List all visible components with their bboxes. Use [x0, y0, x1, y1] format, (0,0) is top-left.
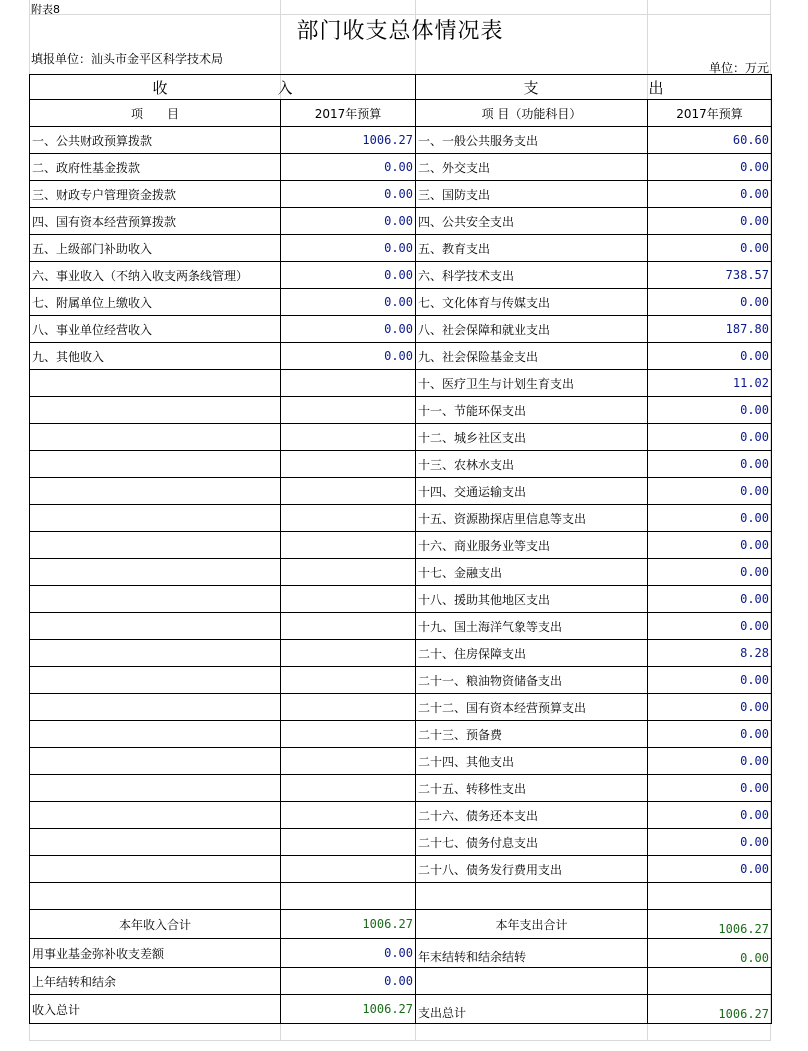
- expense-value-cell: 0.00: [648, 208, 772, 235]
- income-item-cell: [30, 505, 281, 532]
- income-item-cell: [30, 802, 281, 829]
- income-item-cell: [30, 856, 281, 883]
- income-section-header: 收 入: [30, 75, 416, 100]
- expense-item-cell: 六、科学技术支出: [416, 262, 648, 289]
- income-value-cell: [281, 694, 416, 721]
- table-row: [30, 397, 772, 424]
- table-row: [30, 532, 772, 559]
- income-value-cell: 0.00: [281, 343, 416, 370]
- table-row: [30, 829, 772, 856]
- income-value-cell: [281, 802, 416, 829]
- section-header-row: [30, 75, 772, 100]
- table-row: [30, 640, 772, 667]
- income-budget-header: 2017年预算: [281, 100, 416, 127]
- expense-value-cell: 0.00: [648, 397, 772, 424]
- expense-value-cell: 0.00: [648, 478, 772, 505]
- expense-item-cell: 二十三、预备费: [416, 721, 648, 748]
- table-row: [30, 154, 772, 181]
- expense-value-cell: 0.00: [648, 856, 772, 883]
- table-row: [30, 775, 772, 802]
- expense-value-cell: 0.00: [648, 775, 772, 802]
- empty-cell: [416, 968, 648, 995]
- income-item-cell: 九、其他收入: [30, 343, 281, 370]
- table-row: [30, 802, 772, 829]
- table-row: [30, 208, 772, 235]
- income-value-cell: 0.00: [281, 154, 416, 181]
- expense-item-cell: 二、外交支出: [416, 154, 648, 181]
- expense-item-cell: 十三、农林水支出: [416, 451, 648, 478]
- table-row: [30, 856, 772, 883]
- expense-item-cell: 二十七、债务付息支出: [416, 829, 648, 856]
- budget-table: [29, 74, 772, 1024]
- expense-item-cell: 五、教育支出: [416, 235, 648, 262]
- income-value-cell: [281, 370, 416, 397]
- income-value-cell: [281, 505, 416, 532]
- expense-item-cell: 二十八、债务发行费用支出: [416, 856, 648, 883]
- expense-item-cell: 二十四、其他支出: [416, 748, 648, 775]
- table-row: [30, 748, 772, 775]
- table-row: [30, 721, 772, 748]
- expense-item-cell: 十、医疗卫生与计划生育支出: [416, 370, 648, 397]
- expense-item-cell: 十七、金融支出: [416, 559, 648, 586]
- income-total-label: 本年收入合计: [30, 910, 281, 939]
- income-item-cell: [30, 694, 281, 721]
- fund-gap-label: 用事业基金弥补收支差额: [30, 939, 281, 968]
- income-grand-label: 收入总计: [30, 995, 281, 1024]
- empty-cell: [416, 883, 648, 910]
- expense-item-cell: 十四、交通运输支出: [416, 478, 648, 505]
- table-row: [30, 613, 772, 640]
- expense-item-cell: 三、国防支出: [416, 181, 648, 208]
- expense-grand-label: 支出总计: [416, 995, 648, 1024]
- currency-unit: 单位：万元: [708, 61, 769, 75]
- table-row: [30, 586, 772, 613]
- table-row: [30, 478, 772, 505]
- expense-budget-header: 2017年预算: [648, 100, 772, 127]
- income-value-cell: 1006.27: [281, 127, 416, 154]
- income-item-cell: [30, 424, 281, 451]
- appendix-note: 附表8: [31, 3, 60, 16]
- empty-cell: [648, 968, 772, 995]
- expense-value-cell: 0.00: [648, 667, 772, 694]
- carryover-label: 年末结转和结余结转: [416, 939, 648, 968]
- expense-value-cell: 0.00: [648, 532, 772, 559]
- expense-grand-value: 1006.27: [648, 995, 772, 1024]
- income-item-cell: [30, 775, 281, 802]
- expense-item-cell: 十一、节能环保支出: [416, 397, 648, 424]
- empty-cell: [281, 883, 416, 910]
- income-value-cell: [281, 721, 416, 748]
- expense-value-cell: 0.00: [648, 154, 772, 181]
- income-item-cell: [30, 397, 281, 424]
- table-row: [30, 127, 772, 154]
- table-row: [30, 370, 772, 397]
- income-value-cell: [281, 613, 416, 640]
- expense-value-cell: 11.02: [648, 370, 772, 397]
- expense-value-cell: 0.00: [648, 586, 772, 613]
- income-value-cell: [281, 586, 416, 613]
- table-row: [30, 181, 772, 208]
- carryover-value: 0.00: [648, 939, 772, 968]
- income-value-cell: [281, 532, 416, 559]
- table-row: [30, 559, 772, 586]
- expense-value-cell: 0.00: [648, 181, 772, 208]
- expense-value-cell: 187.80: [648, 316, 772, 343]
- income-value-cell: [281, 667, 416, 694]
- expense-value-cell: 60.60: [648, 127, 772, 154]
- income-value-cell: [281, 748, 416, 775]
- expense-total-label: 本年支出合计: [416, 910, 648, 939]
- table-row: [30, 316, 772, 343]
- expense-item-cell: 十五、资源勘探店里信息等支出: [416, 505, 648, 532]
- last-year-value: 0.00: [281, 968, 416, 995]
- expense-value-cell: 0.00: [648, 802, 772, 829]
- total-row: [30, 939, 772, 968]
- income-value-cell: [281, 775, 416, 802]
- table-row: [30, 343, 772, 370]
- expense-value-cell: 0.00: [648, 613, 772, 640]
- income-item-cell: 七、附属单位上缴收入: [30, 289, 281, 316]
- table-row: [30, 235, 772, 262]
- table-row: [30, 289, 772, 316]
- income-value-cell: [281, 424, 416, 451]
- table-row: [30, 451, 772, 478]
- income-value-cell: [281, 451, 416, 478]
- expense-value-cell: 0.00: [648, 559, 772, 586]
- expense-item-cell: 一、一般公共服务支出: [416, 127, 648, 154]
- income-grand-value: 1006.27: [281, 995, 416, 1024]
- income-item-cell: [30, 370, 281, 397]
- table-row: [30, 424, 772, 451]
- expense-value-cell: 0.00: [648, 424, 772, 451]
- expense-item-header: 项 目（功能科目）: [416, 100, 648, 127]
- expense-value-cell: 8.28: [648, 640, 772, 667]
- income-value-cell: 0.00: [281, 235, 416, 262]
- income-value-cell: 0.00: [281, 181, 416, 208]
- income-item-cell: [30, 613, 281, 640]
- income-item-cell: [30, 559, 281, 586]
- table-row: [30, 262, 772, 289]
- income-value-cell: [281, 856, 416, 883]
- expense-item-cell: 十六、商业服务业等支出: [416, 532, 648, 559]
- income-value-cell: 0.00: [281, 289, 416, 316]
- income-value-cell: [281, 640, 416, 667]
- expense-item-cell: 二十一、粮油物资储备支出: [416, 667, 648, 694]
- expense-item-cell: 九、社会保险基金支出: [416, 343, 648, 370]
- expense-item-cell: 十九、国土海洋气象等支出: [416, 613, 648, 640]
- income-item-cell: 二、政府性基金拨款: [30, 154, 281, 181]
- income-item-cell: [30, 721, 281, 748]
- income-total-value: 1006.27: [281, 910, 416, 939]
- expense-value-cell: 738.57: [648, 262, 772, 289]
- expense-value-cell: 0.00: [648, 451, 772, 478]
- expense-section-header: 支 出: [416, 75, 772, 100]
- total-row: [30, 995, 772, 1024]
- expense-item-cell: 二十五、转移性支出: [416, 775, 648, 802]
- income-item-cell: [30, 451, 281, 478]
- expense-item-cell: 二十二、国有资本经营预算支出: [416, 694, 648, 721]
- income-item-cell: 四、国有资本经营预算拨款: [30, 208, 281, 235]
- income-item-cell: 五、上级部门补助收入: [30, 235, 281, 262]
- spreadsheet: [29, 0, 771, 1040]
- income-item-cell: 六、事业收入（不纳入收支两条线管理）: [30, 262, 281, 289]
- expense-value-cell: 0.00: [648, 721, 772, 748]
- expense-total-value: 1006.27: [648, 910, 772, 939]
- income-item-cell: [30, 748, 281, 775]
- income-item-cell: [30, 829, 281, 856]
- income-item-cell: 一、公共财政预算拨款: [30, 127, 281, 154]
- empty-row: [30, 883, 772, 910]
- expense-value-cell: 0.00: [648, 694, 772, 721]
- income-item-cell: [30, 667, 281, 694]
- expense-value-cell: 0.00: [648, 343, 772, 370]
- total-row: [30, 968, 772, 995]
- income-item-cell: [30, 640, 281, 667]
- income-item-cell: [30, 586, 281, 613]
- expense-value-cell: 0.00: [648, 829, 772, 856]
- income-item-cell: [30, 532, 281, 559]
- income-item-header: 项 目: [30, 100, 281, 127]
- income-value-cell: 0.00: [281, 316, 416, 343]
- empty-cell: [30, 883, 281, 910]
- table-row: [30, 667, 772, 694]
- empty-cell: [648, 883, 772, 910]
- expense-item-cell: 二十、住房保障支出: [416, 640, 648, 667]
- expense-item-cell: 二十六、债务还本支出: [416, 802, 648, 829]
- expense-item-cell: 十八、援助其他地区支出: [416, 586, 648, 613]
- last-year-label: 上年结转和结余: [30, 968, 281, 995]
- total-row: [30, 910, 772, 939]
- income-item-cell: [30, 478, 281, 505]
- page-title: 部门收支总体情况表: [296, 19, 504, 44]
- expense-item-cell: 四、公共安全支出: [416, 208, 648, 235]
- expense-item-cell: 十二、城乡社区支出: [416, 424, 648, 451]
- income-value-cell: [281, 829, 416, 856]
- income-value-cell: 0.00: [281, 262, 416, 289]
- income-value-cell: 0.00: [281, 208, 416, 235]
- expense-value-cell: 0.00: [648, 235, 772, 262]
- expense-item-cell: 七、文化体育与传媒支出: [416, 289, 648, 316]
- filler-unit: 填报单位：汕头市金平区科学技术局: [31, 52, 224, 66]
- table-row: [30, 694, 772, 721]
- income-value-cell: [281, 559, 416, 586]
- expense-value-cell: 0.00: [648, 289, 772, 316]
- income-item-cell: 三、财政专户管理资金拨款: [30, 181, 281, 208]
- table-row: [30, 505, 772, 532]
- income-item-cell: 八、事业单位经营收入: [30, 316, 281, 343]
- fund-gap-value: 0.00: [281, 939, 416, 968]
- income-value-cell: [281, 478, 416, 505]
- income-value-cell: [281, 397, 416, 424]
- expense-value-cell: 0.00: [648, 505, 772, 532]
- expense-item-cell: 八、社会保障和就业支出: [416, 316, 648, 343]
- column-header-row: [30, 100, 772, 127]
- expense-value-cell: 0.00: [648, 748, 772, 775]
